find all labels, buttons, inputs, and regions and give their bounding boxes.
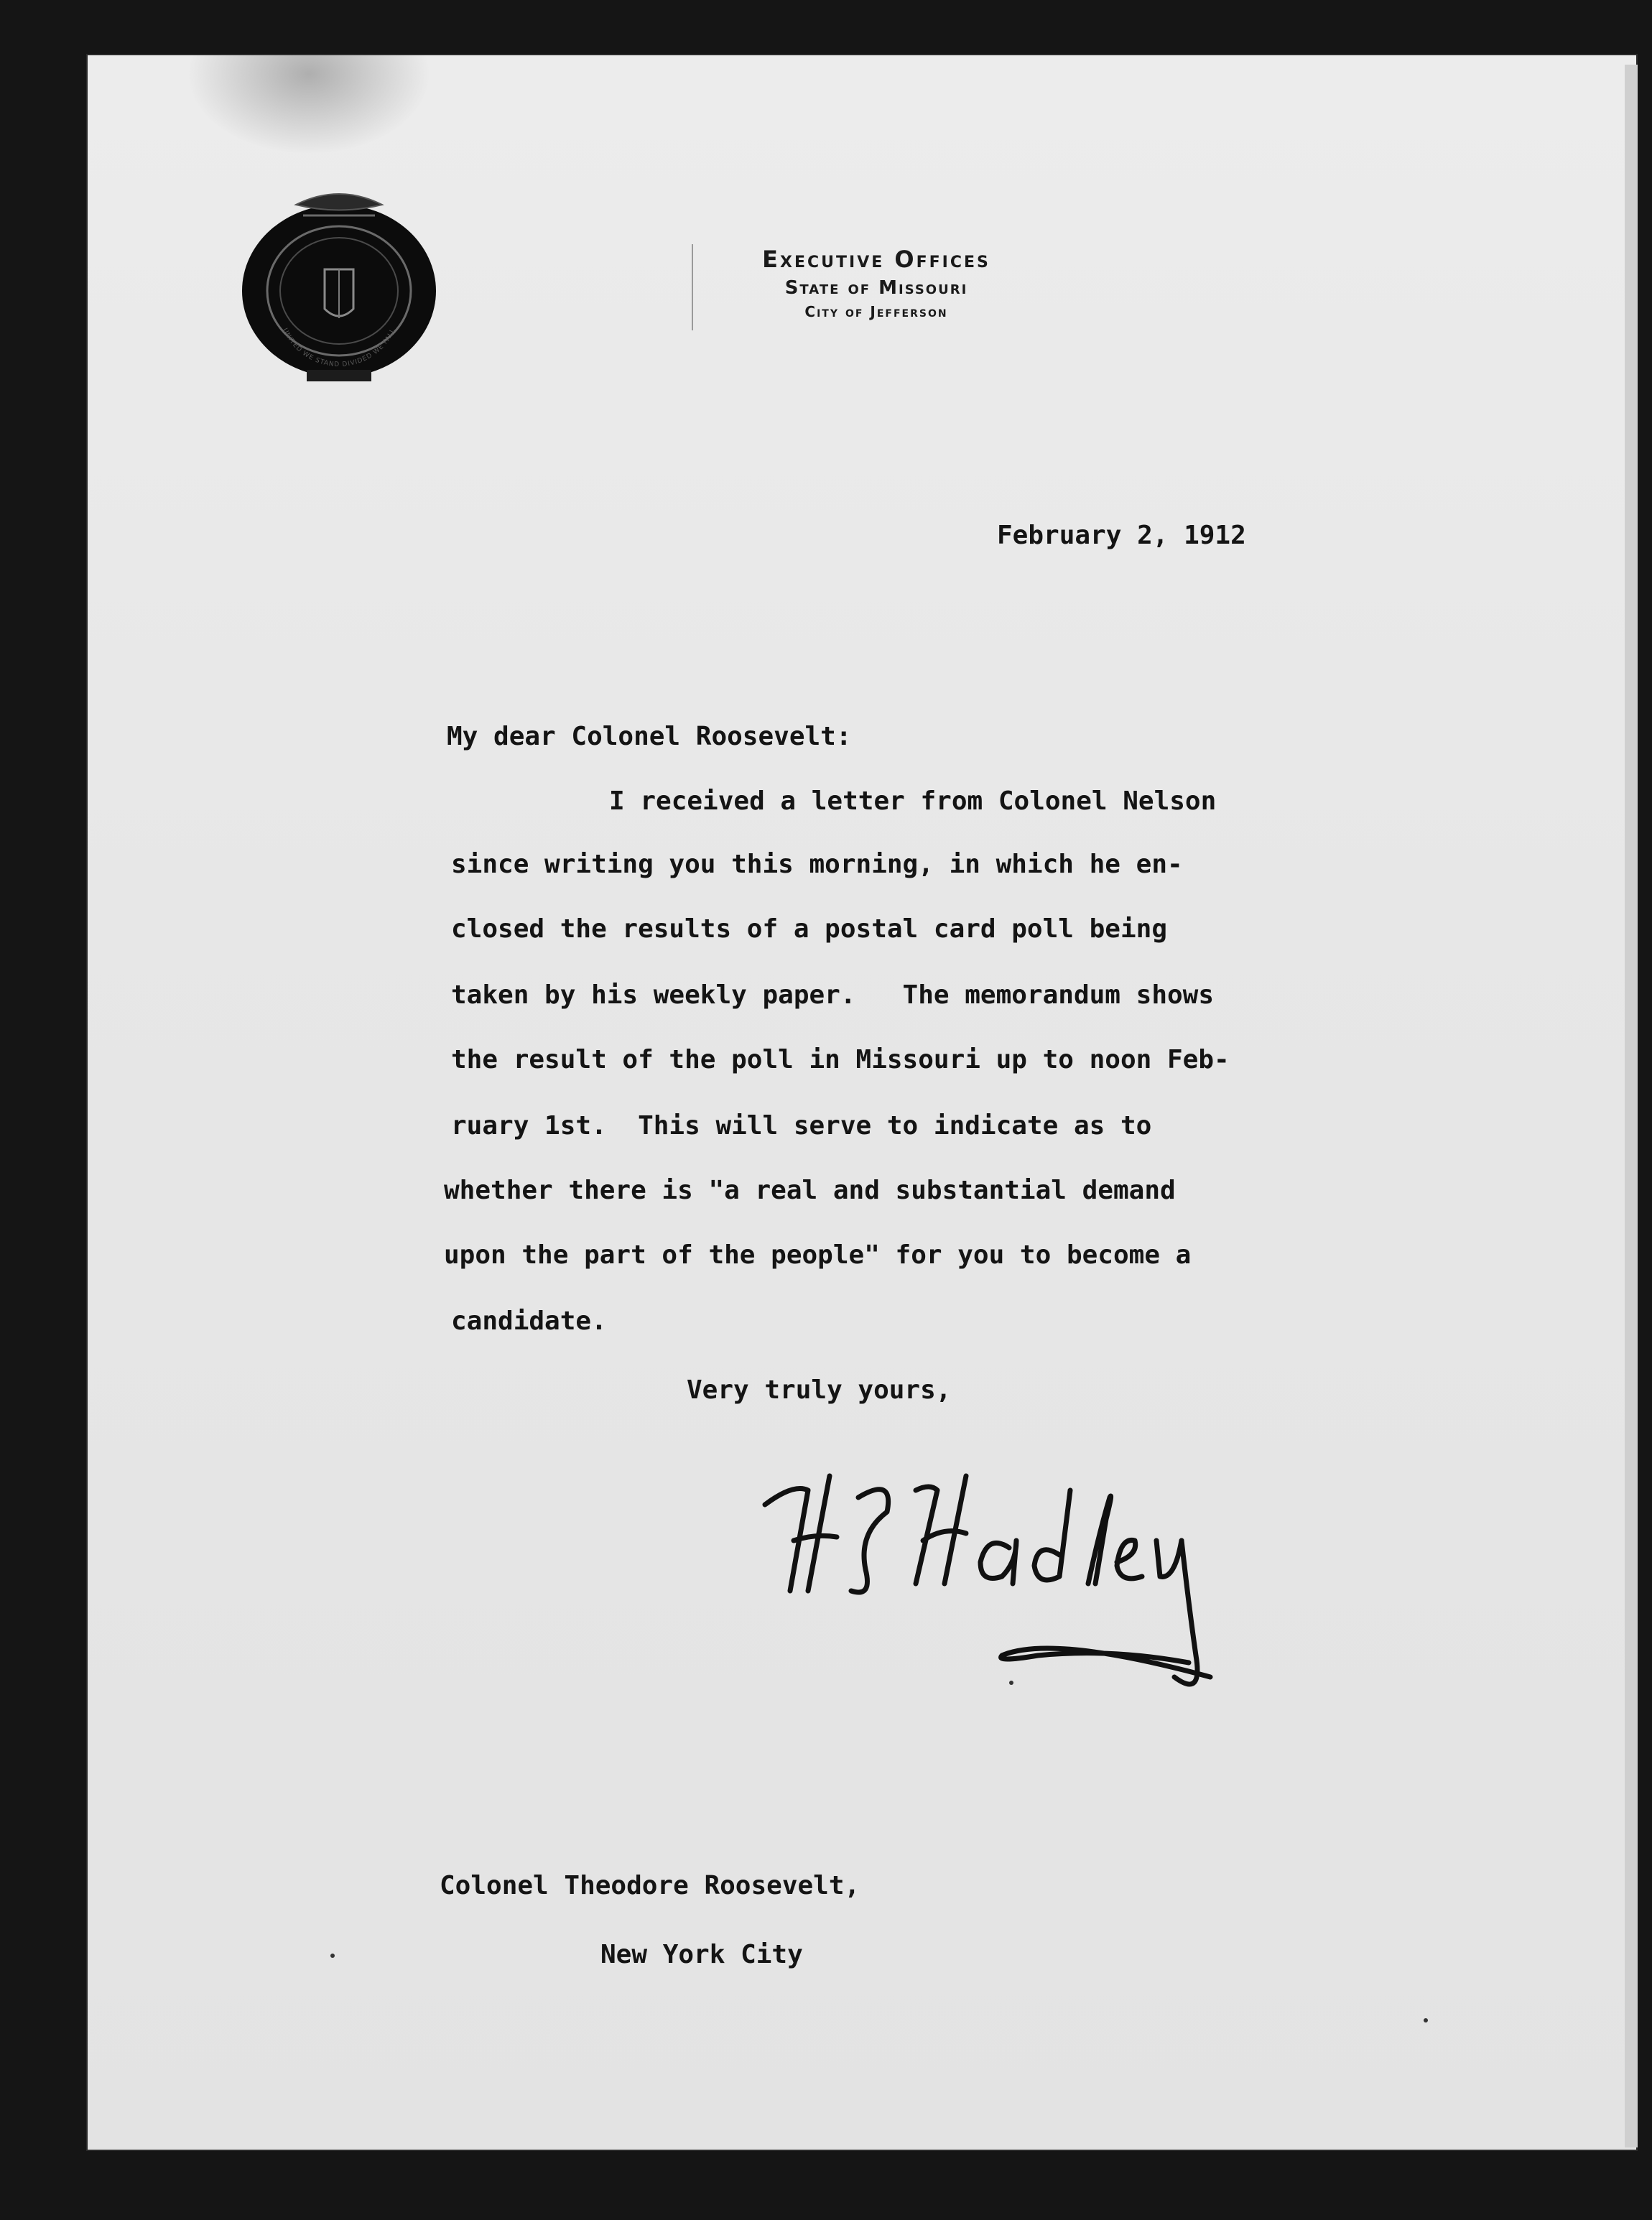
body-line: taken by his weekly paper. The memorandum shows — [451, 980, 1215, 1010]
seal-motto: UNITED WE STAND DIVIDED WE FALL — [281, 327, 397, 369]
body-line: upon the part of the people" for you to become a — [444, 1240, 1192, 1270]
scan-speck — [1009, 1681, 1013, 1685]
paper-edge — [1625, 65, 1638, 2147]
scan-speck — [1424, 2018, 1428, 2022]
body-line: candidate. — [451, 1306, 607, 1336]
salutation: My dear Colonel Roosevelt: — [447, 722, 852, 751]
letter-date: February 2, 1912 — [997, 521, 1246, 550]
letterhead-line-2: State of Missouri — [784, 277, 968, 299]
body-line: closed the results of a postal card poll being — [451, 914, 1167, 944]
body-line: ruary 1st. This will serve to indicate as to — [451, 1111, 1152, 1141]
body-line: I received a letter from Colonel Nelson — [609, 786, 1217, 816]
addressee-name: Colonel Theodore Roosevelt, — [440, 1871, 860, 1900]
scan-speck — [330, 1954, 335, 1958]
body-line: since writing you this morning, in which he en- — [451, 850, 1183, 879]
paper-tear-shadow — [187, 54, 431, 154]
missouri-state-seal-icon — [238, 183, 440, 399]
letterhead — [654, 246, 1099, 320]
body-line: the result of the poll in Missouri up to noon Feb- — [451, 1045, 1230, 1074]
letterhead-line-1: Executive Offices — [762, 246, 990, 273]
addressee-city: New York City — [600, 1940, 803, 1969]
handwritten-signature — [751, 1447, 1239, 1713]
letterhead-line-3: City of Jefferson — [804, 303, 948, 320]
body-line: whether there is "a real and substantial demand — [444, 1176, 1176, 1205]
closing: Very truly yours, — [687, 1375, 952, 1405]
